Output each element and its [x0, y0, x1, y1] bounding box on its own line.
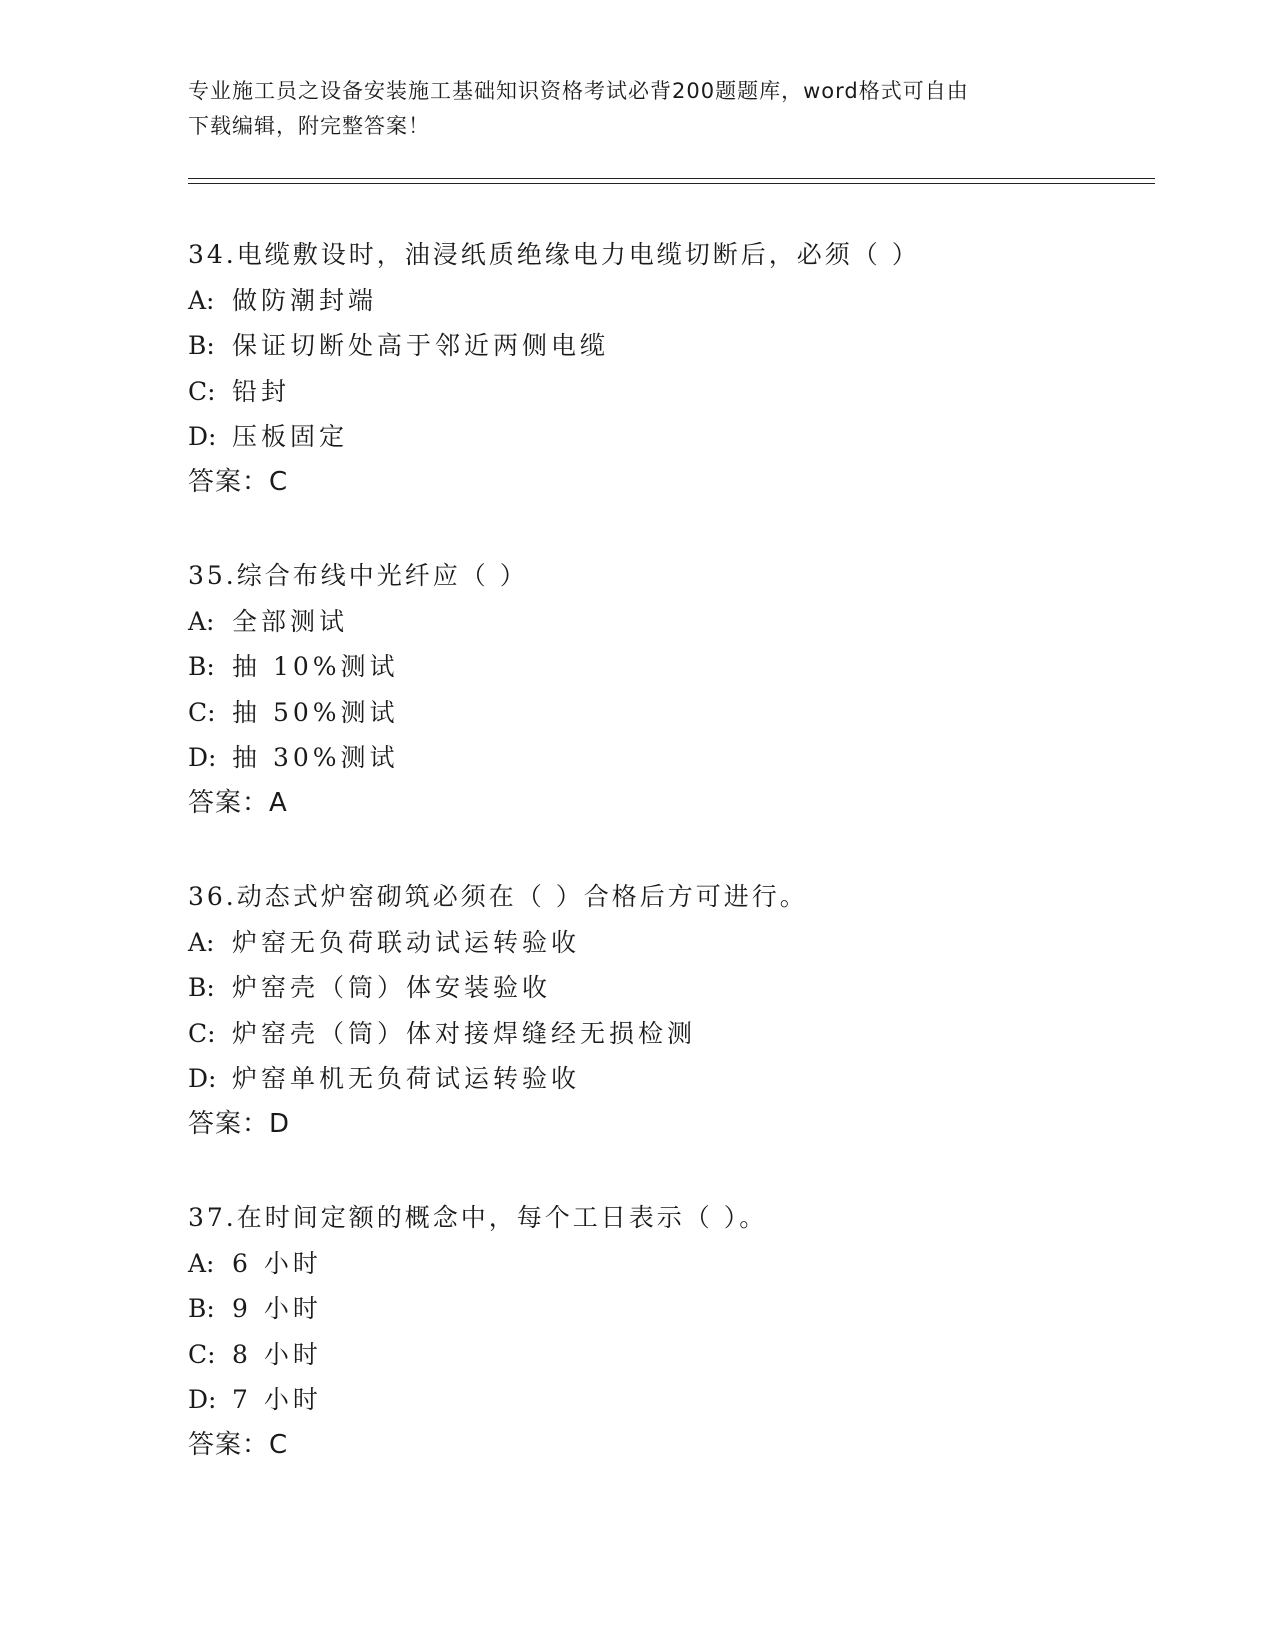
question-item	[188, 874, 1148, 1147]
option-d	[188, 1056, 1148, 1102]
option-letter: B:	[188, 1294, 215, 1323]
document-header	[188, 74, 1088, 144]
header-divider-top	[188, 178, 1155, 179]
option-c	[188, 690, 1148, 736]
option-d	[188, 735, 1148, 781]
option-d	[188, 414, 1148, 460]
header-title-line-2: 下载编辑，附完整答案！	[188, 114, 430, 138]
option-text: 6 小时	[232, 1248, 322, 1278]
question-stem: 36.动态式炉窑砌筑必须在（ ）合格后方可进行。	[188, 882, 808, 911]
option-d	[188, 1377, 1148, 1423]
option-text: 压板固定	[232, 422, 349, 451]
option-a	[188, 599, 1148, 645]
answer-line: 答案：A	[188, 787, 288, 818]
option-letter: D:	[188, 422, 217, 451]
option-letter: B:	[188, 331, 215, 360]
question-item	[188, 553, 1148, 826]
option-letter: A:	[188, 1248, 215, 1278]
option-text: 炉窑壳（筒）体对接焊缝经无损检测	[232, 1018, 697, 1048]
option-text: 炉窑壳（筒）体安装验收	[232, 973, 552, 1002]
answer-line: 答案：C	[188, 1429, 289, 1460]
option-b	[188, 965, 1148, 1011]
option-a	[188, 278, 1148, 324]
option-letter: C:	[188, 376, 216, 406]
option-letter: B:	[188, 652, 215, 681]
question-stem: 35.综合布线中光纤应（ ）	[188, 561, 528, 590]
header-title-line-1: 专业施工员之设备安装施工基础知识资格考试必背200题题库，word格式可自由	[188, 79, 969, 103]
option-c	[188, 1332, 1148, 1378]
option-text: 抽 30%测试	[232, 743, 399, 772]
answer-line: 答案：C	[188, 466, 289, 497]
option-text: 抽 10%测试	[232, 652, 399, 681]
option-b	[188, 323, 1148, 369]
header-divider-bottom	[188, 183, 1155, 184]
option-text: 8 小时	[232, 1339, 322, 1369]
option-b	[188, 644, 1148, 690]
option-text: 做防潮封端	[232, 285, 378, 315]
option-c	[188, 1011, 1148, 1057]
option-text: 炉窑无负荷联动试运转验收	[232, 927, 581, 957]
option-a	[188, 1241, 1148, 1287]
option-text: 全部测试	[232, 606, 349, 636]
option-text: 保证切断处高于邻近两侧电缆	[232, 331, 610, 360]
question-list	[188, 232, 1148, 1516]
option-letter: C:	[188, 697, 216, 727]
option-text: 9 小时	[232, 1294, 322, 1323]
question-item	[188, 232, 1148, 505]
option-letter: A:	[188, 927, 215, 957]
option-text: 7 小时	[232, 1385, 322, 1414]
option-b	[188, 1286, 1148, 1332]
option-a	[188, 920, 1148, 966]
option-text: 炉窑单机无负荷试运转验收	[232, 1064, 581, 1093]
question-item	[188, 1195, 1148, 1468]
option-letter: D:	[188, 743, 217, 772]
option-text: 铅封	[232, 376, 291, 406]
question-stem: 34.电缆敷设时，油浸纸质绝缘电力电缆切断后，必须（ ）	[188, 240, 920, 269]
option-letter: A:	[188, 606, 215, 636]
option-letter: D:	[188, 1064, 217, 1093]
question-stem: 37.在时间定额的概念中，每个工日表示（ ）。	[188, 1203, 768, 1232]
option-letter: C:	[188, 1018, 216, 1048]
option-letter: A:	[188, 285, 215, 315]
option-text: 抽 50%测试	[232, 697, 399, 727]
option-letter: C:	[188, 1339, 216, 1369]
option-letter: B:	[188, 973, 215, 1002]
option-letter: D:	[188, 1385, 217, 1414]
option-c	[188, 369, 1148, 415]
answer-line: 答案：D	[188, 1108, 291, 1139]
